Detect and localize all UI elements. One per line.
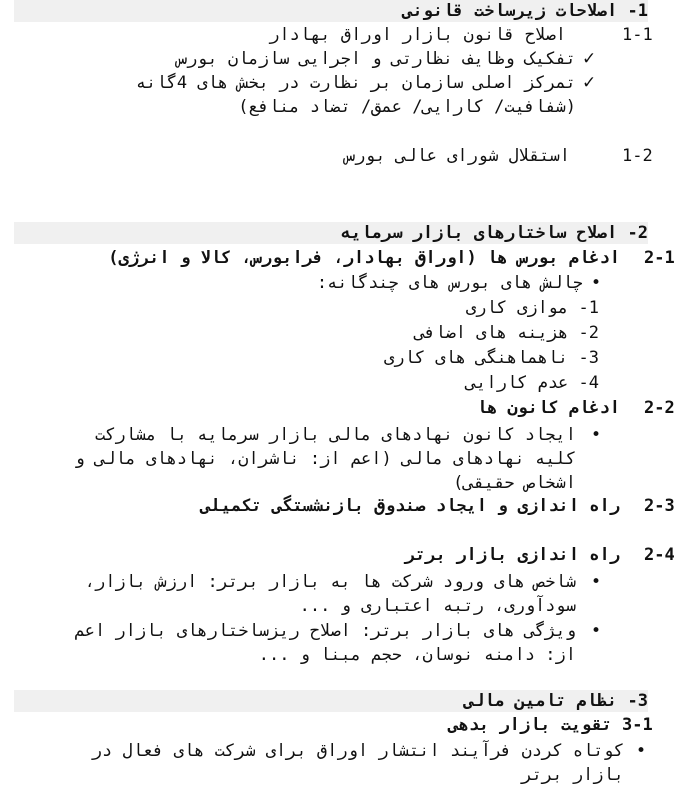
item-1-1-text: اصلاح قانون بازار اوراق بهادار (269, 25, 566, 45)
challenges-bullet: چالش های بورس های چندگانه: (316, 273, 583, 293)
item-2-4-text: راه اندازی بازار برتر (405, 545, 620, 565)
item-2-2-bullet-line-3: اشخاص حقیقی) (453, 473, 576, 493)
challenge-item-3: 3- ناهماهنگی های کاری (384, 348, 599, 368)
check-item-2-line-1: تمرکز اصلی سازمان بر نظارت در بخش های 4گانه (135, 73, 576, 93)
item-1-2-text: استقلال شورای عالی بورس (344, 146, 570, 166)
section-3-heading: 3- نظام تامین مالی (463, 691, 648, 711)
section-2-heading: 2- اصلاح ساختارهای بازار سرمایه (340, 223, 648, 243)
item-3-1-bullet-line-2: بازار برتر (521, 765, 624, 785)
item-2-2-number: 2-2 (644, 398, 675, 418)
item-3-1-text: تقویت بازار بدهی (448, 715, 612, 735)
bullet-icon: • (591, 425, 602, 445)
item-2-4-bullet-a-line-2: سودآوری، رتبه اعتباری و ... (299, 596, 576, 616)
section-1-heading: 1- اصلاحات زیرساخت قانونی (402, 1, 648, 21)
bullet-icon: • (591, 572, 602, 592)
bullet-icon: • (591, 273, 602, 293)
item-2-2-text: ادغام کانون ها (476, 398, 620, 418)
item-1-2-number: 1-2 (622, 146, 653, 166)
bullet-icon: • (636, 741, 647, 761)
check-item-2-line-2: (شفافیت/ کارایی/ عمق/ تضاد منافع) (238, 97, 576, 117)
item-1-1-number: 1-1 (622, 25, 653, 45)
check-icon: ✓ (582, 49, 597, 69)
item-2-2-bullet-line-2: کلیه نهادهای مالی (اعم از: ناشران، نهادهای مالی و (74, 449, 576, 469)
item-2-4-number: 2-4 (644, 545, 675, 565)
challenge-item-2: 2- هزینه های اضافی (414, 323, 599, 343)
item-2-1-text: ادغام بورس ها (اوراق بهادار، فرابورس، کالا و انرژی) (108, 248, 620, 268)
item-2-4-bullet-b-line-2: از: دامنه نوسان، حجم مبنا و ... (258, 645, 576, 665)
item-2-1-number: 2-1 (644, 248, 675, 268)
challenge-item-4: 4- عدم کارایی (465, 373, 599, 393)
item-3-1-bullet-line-1: کوتاه کردن فرآیند انتشار اوراق برای شرکت های فعال در (91, 741, 624, 761)
challenge-item-1: 1- موازی کاری (465, 298, 599, 318)
check-item-1: تفکیک وظایف نظارتی و اجرایی سازمان بورس (176, 49, 576, 69)
item-2-3-number: 2-3 (644, 496, 675, 516)
item-2-4-bullet-a-line-1: شاخص های ورود شرکت ها به بازار برتر: ارزش بازار، (84, 572, 576, 592)
item-2-3-text: راه اندازی و ایجاد صندوق بازنشستگی تکمیلی (200, 496, 620, 516)
bullet-icon: • (591, 621, 602, 641)
item-2-4-bullet-b-line-1: ویژگی های بازار برتر: اصلاح ریزساختارهای بازار اعم (74, 621, 576, 641)
check-icon: ✓ (582, 73, 597, 93)
item-2-2-bullet-line-1: ایجاد کانون نهادهای مالی بازار سرمایه با مشارکت (94, 425, 576, 445)
item-3-1-number: 3-1 (622, 715, 653, 735)
